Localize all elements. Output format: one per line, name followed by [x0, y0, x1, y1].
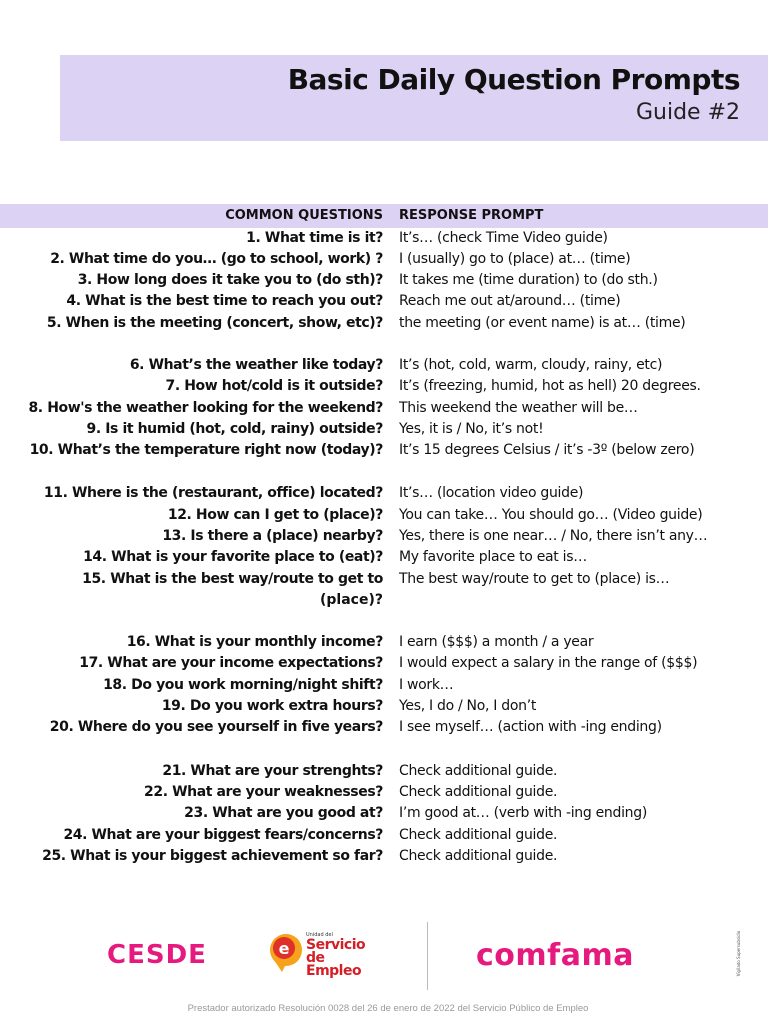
- response-text: It’s (hot, cold, warm, cloudy, rainy, etc): [399, 357, 663, 373]
- table-row: [0, 632, 768, 653]
- table-row: [0, 505, 768, 526]
- table-row: [0, 675, 768, 696]
- table-row: [0, 696, 768, 717]
- response-text: Check additional guide.: [399, 848, 558, 864]
- table-row: [0, 249, 768, 270]
- table-row: [0, 291, 768, 312]
- servicio-small-text: Unidad del: [306, 932, 333, 938]
- vigilado-text: Vigilado Supersubsidio: [736, 930, 742, 977]
- table-row: [0, 825, 768, 846]
- table-row: [0, 569, 768, 608]
- svg-text:e: e: [278, 939, 290, 958]
- question-text: 6. What’s the weather like today?: [129, 357, 383, 373]
- table-row: [0, 440, 768, 461]
- table-row: [0, 782, 768, 803]
- table-row: [0, 483, 768, 504]
- response-text: Check additional guide.: [399, 784, 558, 800]
- question-text: 10. What’s the temperature right now (today)?: [29, 442, 383, 458]
- question-text: 13. Is there a (place) nearby?: [162, 528, 383, 544]
- table-row: [0, 717, 768, 738]
- response-text: Reach me out at/around… (time): [399, 293, 621, 309]
- response-text: I would expect a salary in the range of ($$$): [399, 655, 698, 671]
- response-text: It’s… (location video guide): [399, 485, 584, 501]
- question-text: 2. What time do you… (go to school, work) ?: [50, 251, 383, 267]
- response-text: It takes me (time duration) to (do sth.): [399, 272, 658, 288]
- question-text: 20. Where do you see yourself in five years?: [49, 719, 383, 735]
- table-row: [0, 761, 768, 782]
- response-text: I see myself… (action with -ing ending): [399, 719, 662, 735]
- comfama-logo: comfama: [476, 938, 634, 973]
- question-text: 8. How's the weather looking for the weekend?: [28, 400, 383, 416]
- response-text: You can take… You should go… (Video guide): [399, 507, 703, 523]
- table-row: [0, 526, 768, 547]
- question-text: 11. Where is the (restaurant, office) located?: [43, 485, 383, 501]
- question-text-continued: (place)?: [320, 592, 383, 608]
- column-header-questions: COMMON QUESTIONS: [225, 208, 383, 223]
- question-text: 4. What is the best time to reach you out?: [66, 293, 383, 309]
- servicio-empleo-icon: [268, 930, 304, 974]
- response-text: It’s (freezing, humid, hot as hell) 20 degrees.: [399, 378, 701, 394]
- response-text: I’m good at… (verb with -ing ending): [399, 805, 647, 821]
- servicio-empleo-logo: [268, 928, 378, 980]
- question-text: 17. What are your income expectations?: [79, 655, 383, 671]
- table-header: [0, 204, 768, 228]
- response-text: Yes, I do / No, I don’t: [399, 698, 537, 714]
- response-text: It’s 15 degrees Celsius / it’s -3º (below zero): [399, 442, 695, 458]
- response-text: Check additional guide.: [399, 763, 558, 779]
- question-text: 19. Do you work extra hours?: [161, 698, 383, 714]
- question-text: 21. What are your strenghts?: [162, 763, 383, 779]
- response-text: It’s… (check Time Video guide): [399, 230, 608, 246]
- question-text: 5. When is the meeting (concert, show, etc)?: [46, 315, 383, 331]
- response-text: I (usually) go to (place) at… (time): [399, 251, 631, 267]
- table-row: [0, 846, 768, 867]
- question-text: 14. What is your favorite place to (eat)?: [83, 549, 383, 565]
- servicio-name: [306, 939, 378, 978]
- table-row: [0, 228, 768, 249]
- table-row: [0, 270, 768, 291]
- response-text: The best way/route to get to (place) is…: [399, 571, 670, 587]
- question-text: 12. How can I get to (place)?: [167, 507, 383, 523]
- table-row: [0, 313, 768, 334]
- response-text: Check additional guide.: [399, 827, 558, 843]
- footer-divider: [427, 922, 428, 990]
- table-row: [0, 355, 768, 376]
- page-subtitle: Guide #2: [635, 100, 740, 125]
- table-row: [0, 398, 768, 419]
- cesde-logo: CESDE: [107, 940, 207, 970]
- question-text: 9. Is it humid (hot, cold, rainy) outside?: [86, 421, 383, 437]
- servicio-line-1: Servicio: [306, 937, 366, 953]
- column-header-responses: RESPONSE PROMPT: [399, 208, 544, 223]
- table-row: [0, 803, 768, 824]
- response-text: Yes, there is one near… / No, there isn’t any…: [399, 528, 708, 544]
- response-text: This weekend the weather will be…: [399, 400, 638, 416]
- page-title: Basic Daily Question Prompts: [287, 63, 740, 96]
- question-text: 23. What are you good at?: [184, 805, 383, 821]
- response-text: My favorite place to eat is…: [399, 549, 587, 565]
- question-text: 15. What is the best way/route to get to: [82, 571, 383, 587]
- table-row: [0, 419, 768, 440]
- question-text: 18. Do you work morning/night shift?: [103, 677, 383, 693]
- question-text: 16. What is your monthly income?: [126, 634, 383, 650]
- response-text: I earn ($$$) a month / a year: [399, 634, 594, 650]
- table-row: [0, 653, 768, 674]
- footer-note: Prestador autorizado Resolución 0028 del 26 de enero de 2022 del Servicio Público de Empleo: [187, 1003, 589, 1014]
- vigilado-mark: [738, 925, 746, 985]
- response-text: I work…: [399, 677, 454, 693]
- question-text: 3. How long does it take you to (do sth)?: [77, 272, 383, 288]
- question-text: 22. What are your weaknesses?: [144, 784, 383, 800]
- servicio-line-2: de Empleo: [306, 950, 362, 979]
- response-text: the meeting (or event name) is at… (time): [399, 315, 686, 331]
- header-band: [60, 55, 768, 141]
- question-text: 25. What is your biggest achievement so far?: [42, 848, 383, 864]
- table-row: [0, 547, 768, 568]
- question-text: 24. What are your biggest fears/concerns?: [63, 827, 383, 843]
- question-text: 7. How hot/cold is it outside?: [165, 378, 383, 394]
- response-text: Yes, it is / No, it’s not!: [399, 421, 544, 437]
- table-row: [0, 376, 768, 397]
- question-text: 1. What time is it?: [246, 230, 383, 246]
